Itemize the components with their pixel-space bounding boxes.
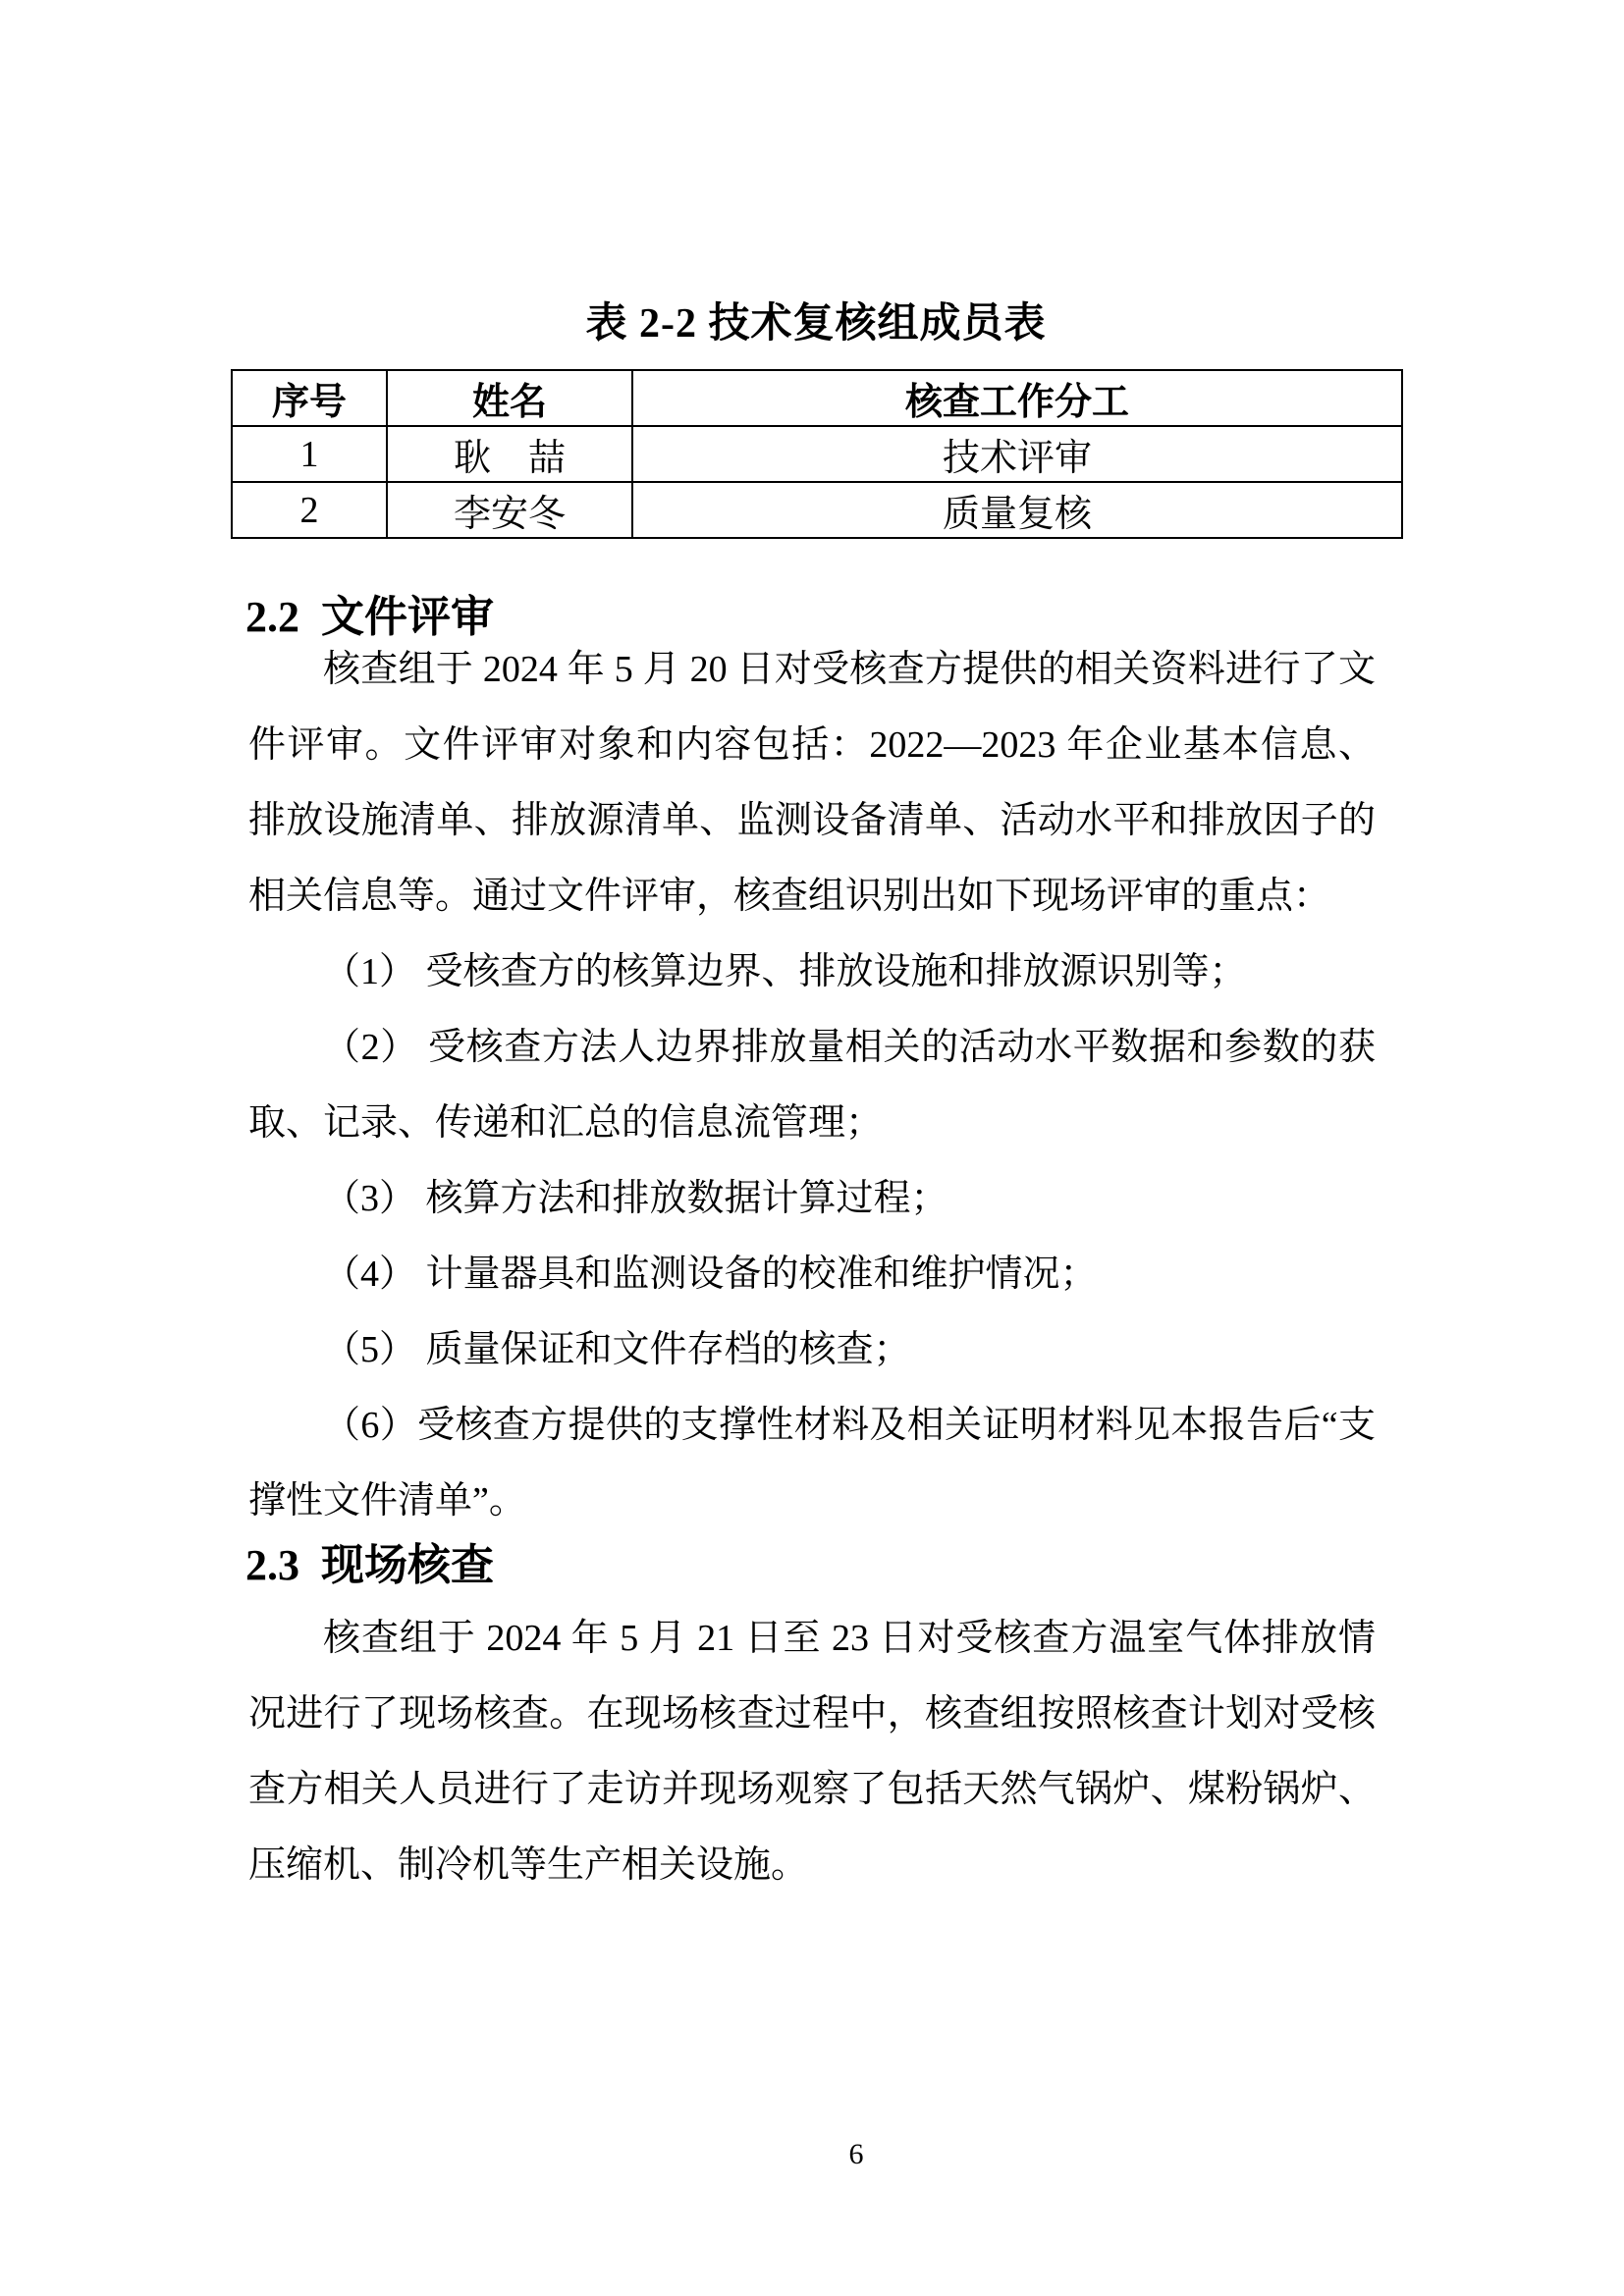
col-header-name: 姓名 — [387, 370, 632, 426]
section-2-2-body — [248, 632, 1376, 1539]
table-header-row — [232, 370, 1402, 426]
paragraph-document-review: 核查组于 2024 年 5 月 20 日对受核查方提供的相关资料进行了文件评审。文件评审对象和内容包括：2022—2023 年企业基本信息、排放设施清单、排放源清单、监测设备清单、活动水平和排放因子的相关信息等。通过文件评审，核查组识别出如下现场评审的重点： — [248, 649, 1376, 917]
list-item-2: （2） 受核查方法人边界排放量相关的活动水平数据和参数的获取、记录、传递和汇总的信息流管理； — [248, 1027, 1376, 1144]
cell-index: 2 — [232, 482, 387, 538]
col-header-index: 序号 — [232, 370, 387, 426]
section-2-2-title: 文件评审 — [321, 593, 494, 641]
cell-name: 耿 喆 — [387, 426, 632, 482]
cell-role: 质量复核 — [632, 482, 1402, 538]
table-caption: 表 2-2 技术复核组成员表 — [585, 301, 1047, 347]
section-2-3-body — [248, 1601, 1376, 1903]
col-header-role: 核查工作分工 — [632, 370, 1402, 426]
list-item-1: （1） 受核查方的核算边界、排放设施和排放源识别等； — [323, 951, 1247, 992]
section-2-3-heading — [245, 1529, 494, 1592]
section-2-2-number: 2.2 — [245, 593, 299, 641]
list-item-3: （3） 核算方法和排放数据计算过程； — [323, 1178, 948, 1219]
members-table — [231, 369, 1403, 539]
cell-role: 技术评审 — [632, 426, 1402, 482]
paragraph-site-verification: 核查组于 2024 年 5 月 21 日至 23 日对受核查方温室气体排放情况进行了现场核查。在现场核查过程中，核查组按照核查计划对受核查方相关人员进行了走访并现场观察了包括天然气锅炉、煤粉锅炉、压缩机、制冷机等生产相关设施。 — [248, 1618, 1376, 1886]
list-item-5: （5） 质量保证和文件存档的核查； — [323, 1329, 911, 1370]
section-2-3-title: 现场核查 — [321, 1541, 494, 1589]
section-2-3-number: 2.3 — [245, 1541, 299, 1589]
cell-index: 1 — [232, 426, 387, 482]
table-row — [232, 482, 1402, 538]
list-item-4: （4） 计量器具和监测设备的校准和维护情况； — [323, 1254, 1098, 1295]
list-item-6: （6）受核查方提供的支撑性材料及相关证明材料见本报告后“支撑性文件清单”。 — [248, 1405, 1376, 1522]
page-number: 6 — [848, 2138, 864, 2170]
table-row — [232, 426, 1402, 482]
cell-name: 李安冬 — [387, 482, 632, 538]
